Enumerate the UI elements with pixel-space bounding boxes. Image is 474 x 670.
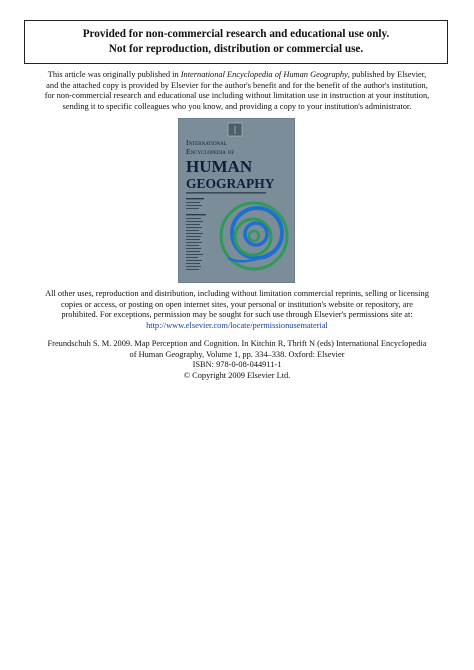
notice-line-2: Not for reproduction, distribution or commercial use.	[108, 43, 364, 55]
cover-title-line-1: International	[186, 138, 227, 147]
intro-paragraph	[30, 70, 444, 112]
isbn-line: ISBN: 978-0-08-044911-1	[192, 360, 282, 370]
citation-block	[30, 339, 444, 381]
copyright-line: © Copyright 2009 Elsevier Ltd.	[183, 370, 291, 380]
usage-line-2: copies or access, or posting on open internet sites, your personal or institution's website or repository, are	[61, 299, 413, 309]
notice-line-1: Provided for non-commercial research and educational use only.	[82, 28, 390, 40]
intro-prefix: This article was originally published in	[47, 70, 179, 79]
intro-line-2: and the attached copy is provided by Elsevier for the author's benefit and for the benefit of the author's institution,	[46, 80, 428, 90]
usage-notice-box	[24, 20, 448, 64]
usage-paragraph	[30, 289, 444, 331]
usage-line-3: prohibited. For exceptions, permission may be sought for such use through Elsevier's permissions site at:	[61, 310, 413, 320]
intro-line-3: for non-commercial research and educational use including without limitation use in instruction at your institution,	[44, 91, 430, 101]
permissions-link[interactable]: http://www.elsevier.com/locate/permissionusematerial	[146, 320, 328, 330]
usage-line-1: All other uses, reproduction and distribution, including without limitation commercial reprints, selling or licensing	[45, 289, 429, 298]
intro-line-1	[30, 70, 444, 81]
intro-line-1-suffix: , published by Elsevier,	[347, 70, 427, 79]
cover-title-line-4: GEOGRAPHY	[186, 176, 275, 191]
citation-line-1: Freundschuh S. M. 2009. Map Perception and Cognition. In Kitchin R, Thrift N (eds) International Encyclopedia	[47, 339, 427, 348]
cover-title-line-2: Encyclopedia of	[186, 147, 235, 156]
citation-line-2: of Human Geography, Volume 1, pp. 334–338. Oxford: Elsevier	[129, 349, 345, 359]
book-cover-art	[178, 118, 295, 283]
cover-title-line-3: HUMAN	[186, 157, 253, 176]
book-title: International Encyclopedia of Human Geography	[180, 70, 348, 79]
book-cover-image	[178, 118, 295, 283]
intro-line-4: sending it to specific colleagues who you know, and providing a copy to your institution's administrator.	[62, 101, 412, 111]
